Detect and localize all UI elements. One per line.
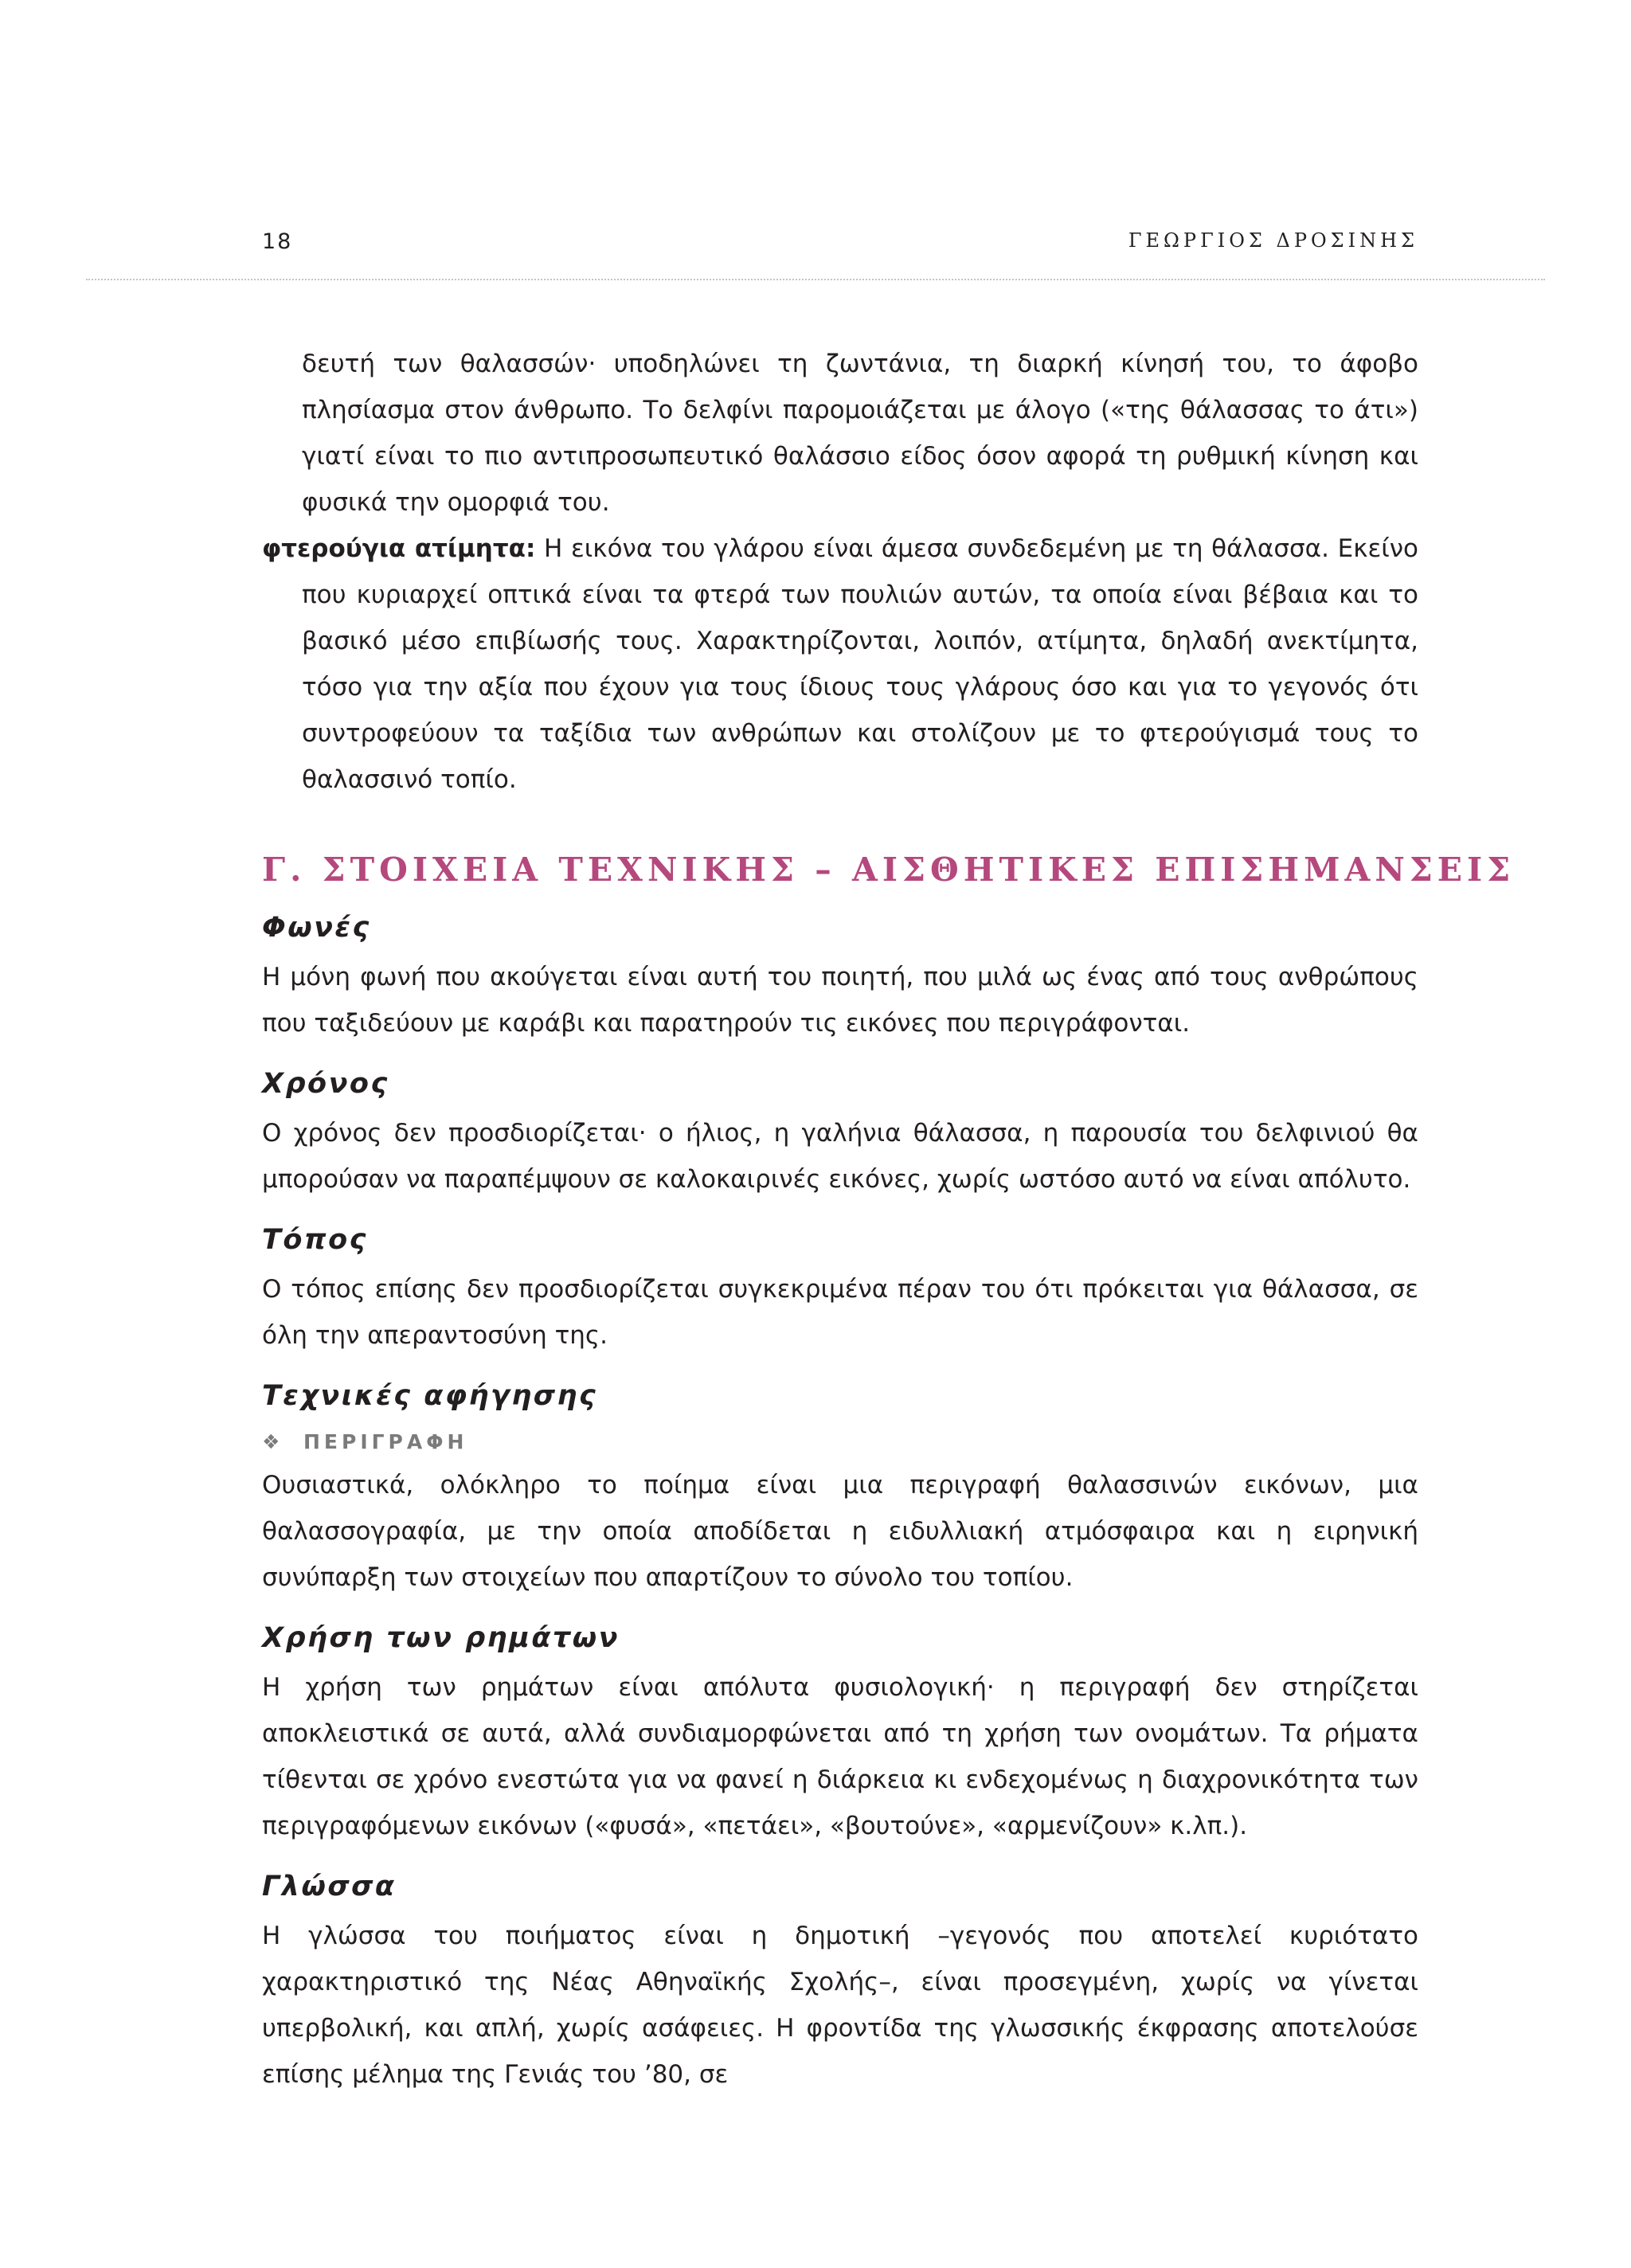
gloss-entry xyxy=(262,526,1418,803)
narration-heading: Τεχνικές αφήγησης xyxy=(262,1380,598,1412)
header-divider xyxy=(86,279,1545,280)
narration-text: Ουσιαστικά, ολόκληρο το ποίημα είναι μια περιγραφή θαλασσινών εικόνων, μια θαλασσογραφία, με την οποία αποδίδεται η ειδυλλιακή ατμόσφαιρα και η ειρηνική συνύπαρξη των στοιχείων που απαρτίζουν το σύνολο του τοπίου. xyxy=(262,1471,1418,1592)
page-number: 18 xyxy=(262,229,293,254)
page-body xyxy=(262,341,1516,2098)
running-head: ΓΕΩΡΓΙΟΣ ΔΡΟΣΙΝΗΣ xyxy=(1128,229,1418,252)
intro-continuation: δευτή των θαλασσών· υποδηλώνει τη ζωντάνια, τη διαρκή κίνησή του, το άφοβο πλησίασμα στον άνθρωπο. Το δελφίνι παρομοιάζεται με άλογο («της θάλασσας το άτι») γιατί είναι το πιο αντιπροσωπευτικό θαλάσσιο είδος όσον αφορά τη ρυθμική κίνηση και φυσικά την ομορφιά του. xyxy=(302,350,1418,517)
language-text: Η γλώσσα του ποιήματος είναι η δημοτική –γεγονός που αποτελεί κυριότατο χαρακτηριστικό της Νέας Αθηναϊκής Σχολής–, είναι προσεγμένη, χωρίς να γίνεται υπερβολική, και απλή, χωρίς ασάφειες. Η φροντίδα της γλωσσικής έκφρασης αποτελούσε επίσης μέλημα της Γενιάς του ’80, σε xyxy=(262,1922,1418,2089)
verbs-text: Η χρήση των ρημάτων είναι απόλυτα φυσιολογική· η περιγραφή δεν στηρίζεται αποκλειστικά σε αυτά, αλλά συνδιαμορφώνεται από τη χρήση των ονομάτων. Τα ρήματα τίθενται σε χρόνο ενεστώτα για να φανεί η διάρκεια κι ενδεχομένως η διαχρονικότητα των περιγραφόμενων εικόνων («φυσά», «πετάει», «βουτούνε», «αρμενίζουν» κ.λπ.). xyxy=(262,1673,1418,1840)
description-subheading xyxy=(262,1422,1418,1462)
diamond-bullet-icon: ❖ xyxy=(262,1430,280,1453)
verbs-heading: Χρήση των ρημάτων xyxy=(262,1622,620,1654)
gloss-text: Η εικόνα του γλάρου είναι άμεσα συνδεδεμένη με τη θάλασσα. Εκείνο που κυριαρχεί οπτικά είναι τα φτερά των πουλιών αυτών, τα οποία είναι βέβαια και το βασικό μέσο επιβίωσής τους. Χαρακτηρίζονται, λοιπόν, ατίμητα, δηλαδή ανεκτίμητα, τόσο για την αξία που έχουν για τους ίδιους τους γλάρους όσο και για το γεγονός ότι συντροφεύουν τα ταξίδια των ανθρώπων και στολίζουν με το φτερούγισμά τους το θαλασσινό τοπίο. xyxy=(302,534,1418,794)
time-heading: Χρόνος xyxy=(262,1068,389,1100)
description-label: ΠΕΡΙΓΡΑΦΗ xyxy=(303,1430,468,1453)
section-heading: Γ. ΣΤΟΙΧΕΙΑ ΤΕΧΝΙΚΗΣ – ΑΙΣΘΗΤΙΚΕΣ ΕΠΙΣΗΜΑΝΣΕΙΣ xyxy=(262,850,1516,889)
voices-heading: Φωνές xyxy=(262,912,371,944)
language-heading: Γλώσσα xyxy=(262,1871,397,1902)
place-text: Ο τόπος επίσης δεν προσδιορίζεται συγκεκριμένα πέραν του ότι πρόκειται για θάλασσα, σε όλη την απεραντοσύνη της. xyxy=(262,1275,1418,1350)
page-header xyxy=(262,229,1418,261)
voices-text: Η μόνη φωνή που ακούγεται είναι αυτή του ποιητή, που μιλά ως ένας από τους ανθρώπους που ταξιδεύουν με καράβι και παρατηρούν τις εικόνες που περιγράφονται. xyxy=(262,963,1418,1038)
place-heading: Τόπος xyxy=(262,1224,368,1256)
time-text: Ο χρόνος δεν προσδιορίζεται· ο ήλιος, η γαλήνια θάλασσα, η παρουσία του δελφινιού θα μπορούσαν να παραπέμψουν σε καλοκαιρινές εικόνες, χωρίς ωστόσο αυτό να είναι απόλυτο. xyxy=(262,1119,1418,1194)
gloss-term: φτερούγια ατίμητα: xyxy=(262,534,536,563)
